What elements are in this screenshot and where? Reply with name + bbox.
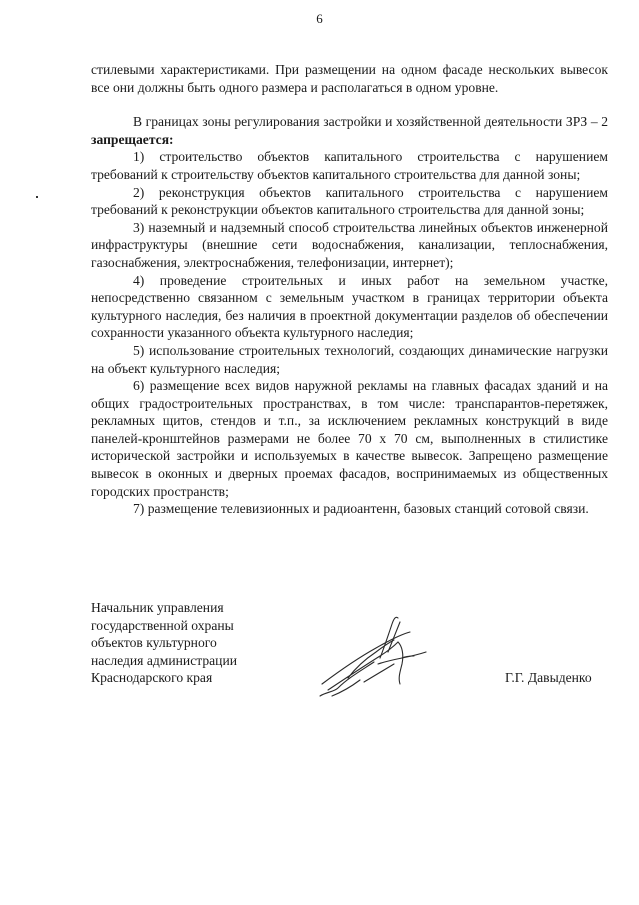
list-item-6: 6) размещение всех видов наружной рекламы на главных фасадах зданий и на общих градостроительных пространствах, в том числе: транспарантов-перетяжек, рекламных щитов, стендов и т.п., за исключением рекламных конструкций в виде панелей-кронштейнов размерами не более 70 х 70 см, выполненных в стилистике исторической застройки и используемых в качестве вывесок. Запрещено размещение вывесок в оконных и дверных проемах фасадов, воспринимаемых из общественных городских пространств;	[91, 378, 608, 499]
signer-name: Г.Г. Давыденко	[505, 670, 592, 685]
handwritten-signature	[318, 612, 430, 704]
page-number: 6	[316, 11, 323, 26]
list-item-7: 7) размещение телевизионных и радиоантенн, базовых станций сотовой связи.	[133, 501, 589, 517]
stray-mark	[36, 196, 38, 198]
signatory-line: объектов культурного	[91, 635, 217, 651]
list-item-4: 4) проведение строительных и иных работ на земельном участке, непосредственно связанном с земельным участком в границах территории объекта культурного наследия, без наличия в проектной документации разделов об обеспечении сохранности указанного объекта культурного наследия;	[91, 272, 608, 341]
signatory-block	[91, 599, 291, 687]
signatory-line: Начальник управления	[91, 600, 224, 615]
prohibition-intro	[91, 113, 608, 148]
prohibition-intro-bold: запрещается:	[91, 131, 174, 147]
list-item-5: 5) использование строительных технологий, создающих динамические нагрузки на объект культурного наследия;	[91, 342, 608, 376]
list-item-1: 1) строительство объектов капитального строительства с нарушением требований к строительству объектов капитального строительства для данной зоны;	[91, 149, 608, 182]
document-body	[91, 61, 608, 518]
signatory-line: наследия администрации	[91, 652, 237, 668]
prohibition-intro-text: В границах зоны регулирования застройки и хозяйственной деятельности ЗРЗ – 2	[133, 114, 608, 130]
signatory-line: государственной охраны	[91, 617, 234, 633]
list-item-2: 2) реконструкция объектов капитального строительства с нарушением требований к реконструкции объектов капитального строительства для данной зоны;	[91, 184, 608, 218]
signatory-line: Краснодарского края	[91, 670, 213, 686]
list-item-3: 3) наземный и надземный способ строительства линейных объектов инженерной инфраструктуры (внешние сети водоснабжения, канализации, теплоснабжения, газоснабжения, электроснабжения, телефонизации, интернет);	[91, 219, 608, 270]
continuation-paragraph: стилевыми характеристиками. При размещении на одном фасаде нескольких вывесок все они должны быть одного размера и располагаться в одном уровне.	[91, 62, 608, 95]
